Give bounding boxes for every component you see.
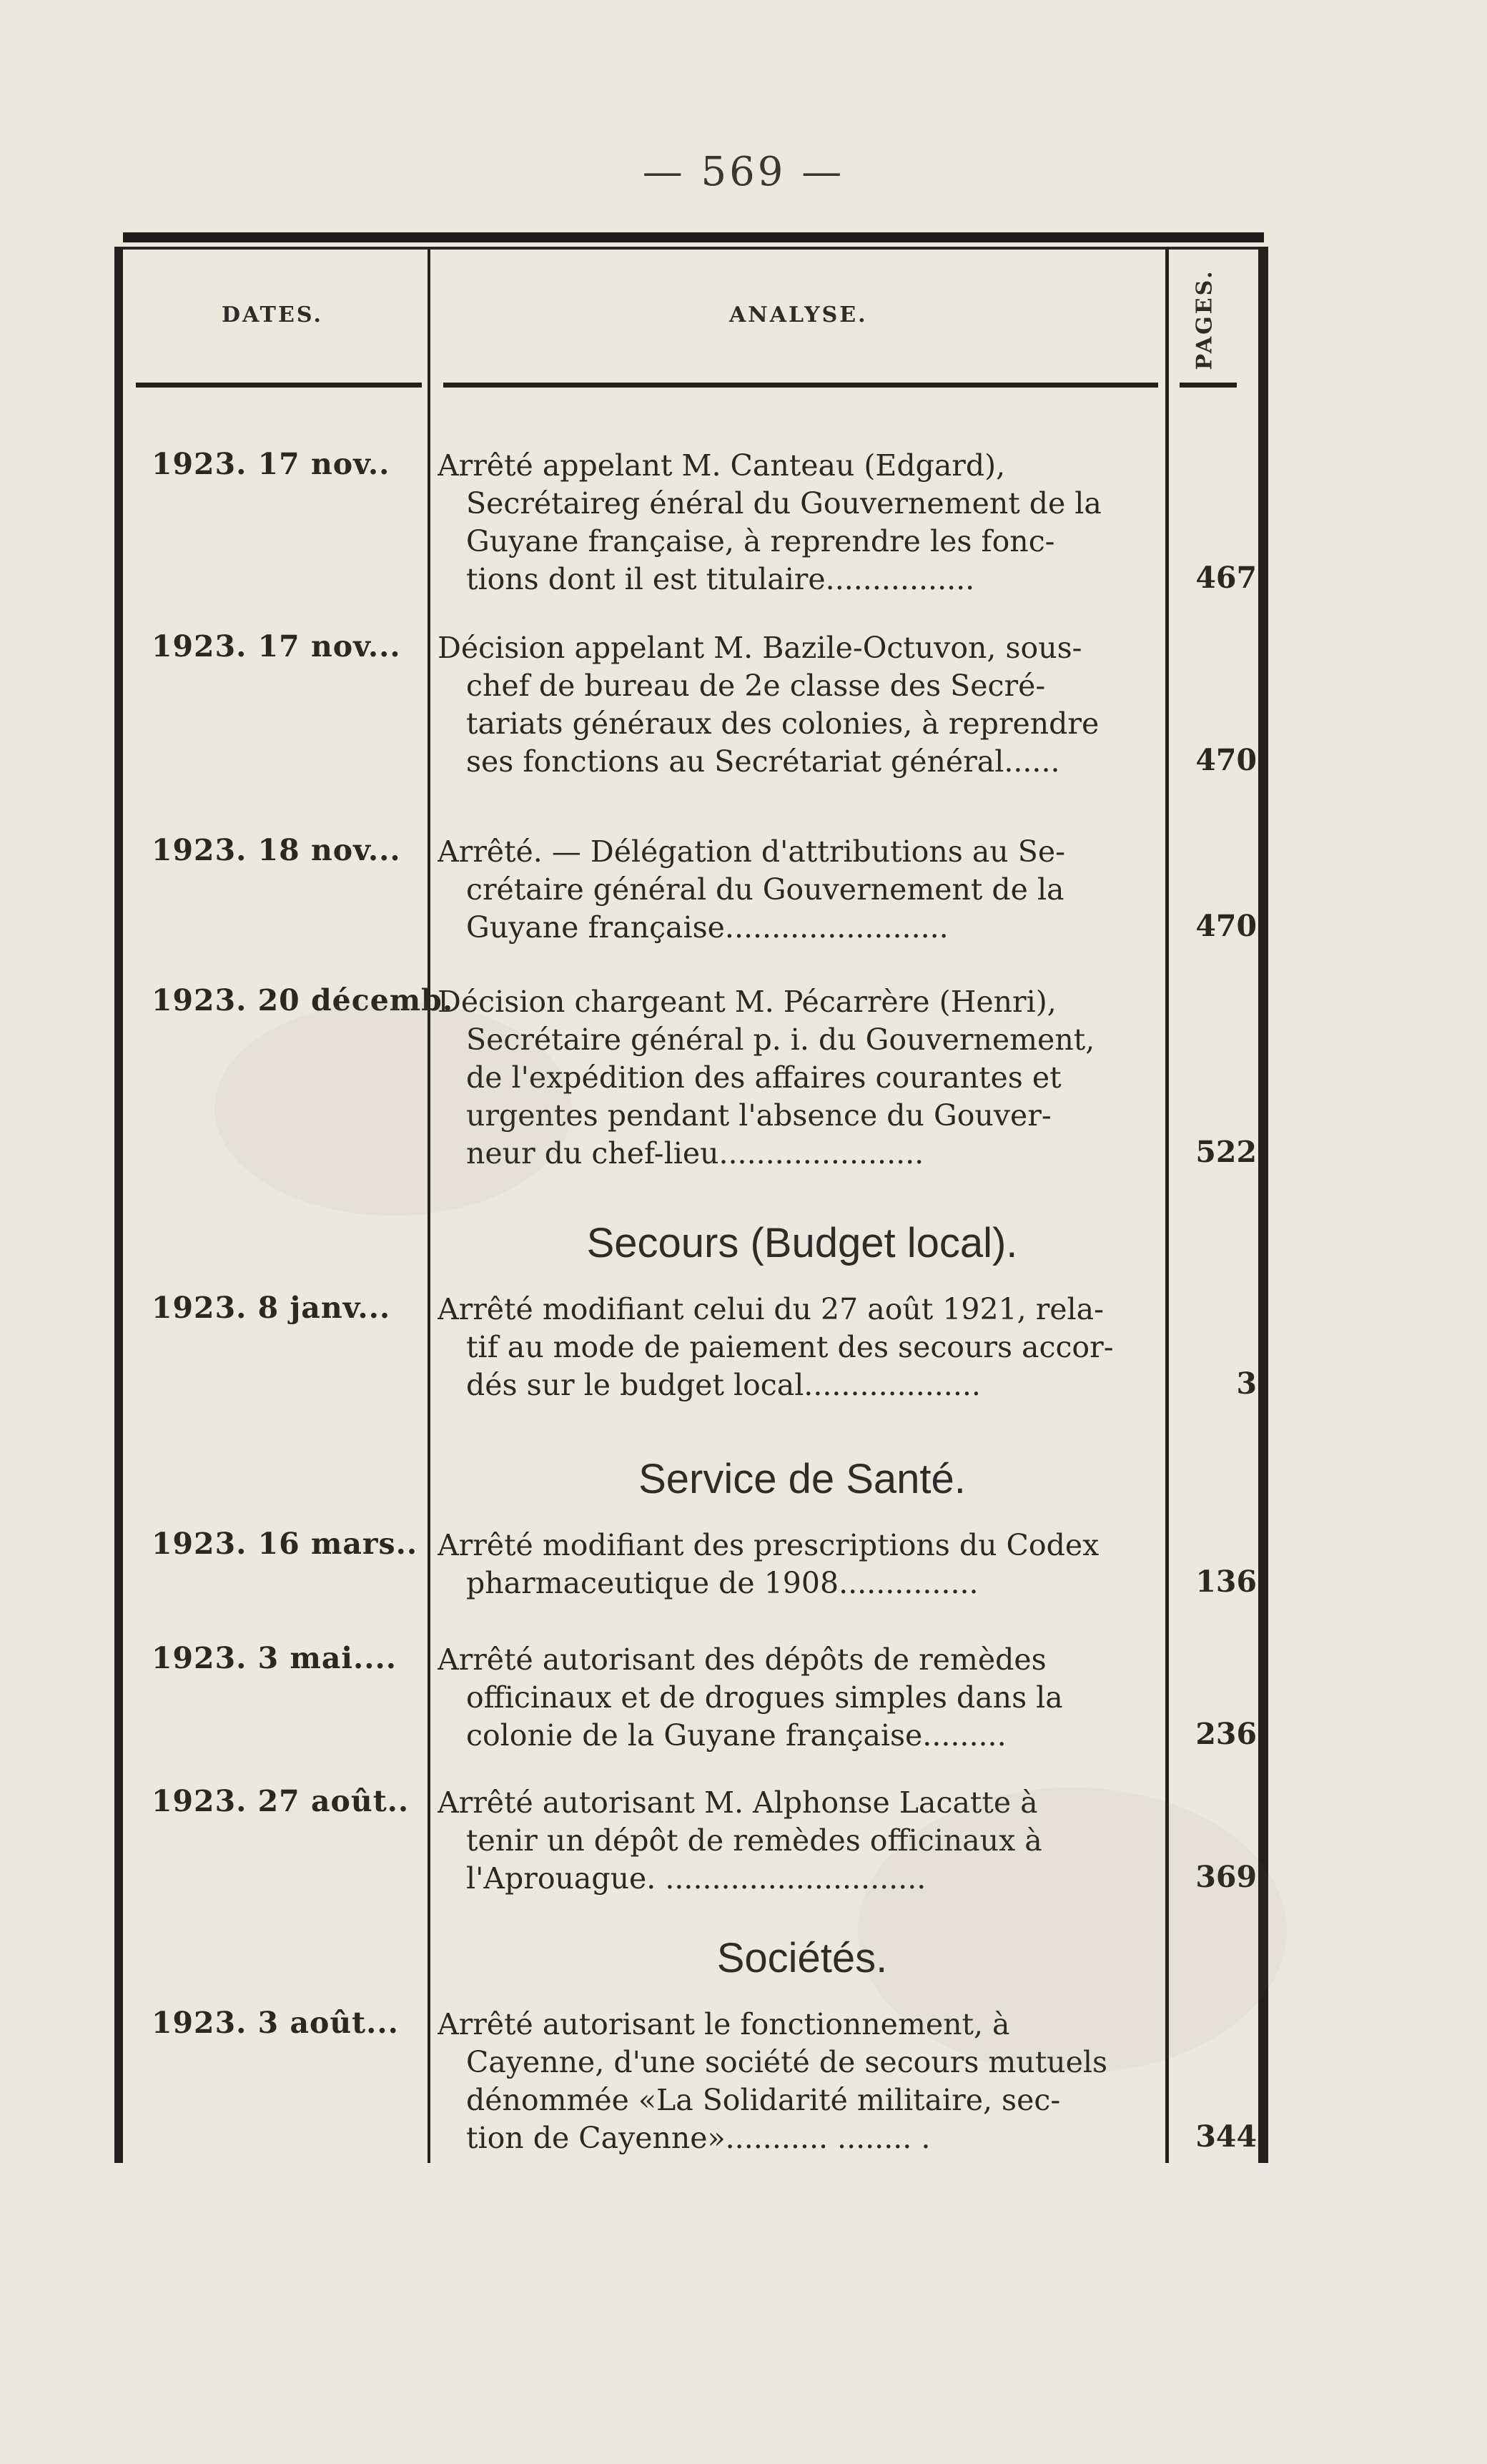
entry-page-number: 369 [1195, 1860, 1257, 1894]
header-underline-dates [136, 383, 422, 388]
analysis-line: Arrêté autorisant des dépôts de remèdes [438, 1642, 1047, 1677]
entry-date: 1923. 17 nov.. [152, 447, 390, 481]
analysis-line: Cayenne, d'une société de secours mutuels [466, 2045, 1107, 2079]
analysis-line: tion de Cayenne»........... ........ . [466, 2121, 931, 2155]
analysis-line: tenir un dépôt de remèdes officinaux à [466, 1823, 1042, 1858]
analysis-line: Secrétaireg énéral du Gouvernement de la [466, 486, 1102, 521]
analysis-line: tions dont il est titulaire................ [466, 562, 975, 596]
analysis-line: pharmaceutique de 1908............... [466, 1566, 979, 1600]
analysis-line: Guyane française........................ [466, 910, 949, 945]
paper-stain [858, 1788, 1287, 2074]
entry-date: 1923. 17 nov... [152, 629, 401, 664]
paper-stain [214, 1001, 572, 1216]
analysis-line: tif au mode de paiement des secours accor- [466, 1330, 1114, 1364]
analysis-line: Arrêté autorisant le fonctionnement, à [438, 2007, 1010, 2041]
analysis-line: dénommée «La Solidarité militaire, sec- [466, 2083, 1061, 2117]
entry-page-number: 470 [1195, 743, 1257, 777]
column-header-pages: PAGES. [1192, 269, 1217, 370]
entry-date: 1923. 3 août... [152, 2006, 399, 2040]
column-header-dates: DATES. [222, 302, 323, 327]
entry-page-number: 344 [1195, 2119, 1257, 2154]
entry-page-number: 522 [1195, 1135, 1257, 1169]
analysis-line: Décision appelant M. Bazile-Octuvon, sous- [438, 631, 1082, 665]
analysis-line: dés sur le budget local................... [466, 1368, 981, 1402]
analysis-line: colonie de la Guyane française......... [466, 1718, 1007, 1753]
entry-analysis [438, 447, 1167, 598]
entry-page-number: 470 [1195, 909, 1257, 943]
entry-page-number: 136 [1195, 1564, 1257, 1599]
table-top-rule [123, 232, 1264, 242]
analysis-line: officinaux et de drogues simples dans la [466, 1680, 1063, 1715]
table-top-rule-thin [123, 247, 1264, 250]
analysis-line: ses fonctions au Secrétariat général...... [466, 744, 1060, 779]
analysis-line: Arrêté appelant M. Canteau (Edgard), [438, 448, 1006, 483]
entry-date: 1923. 3 mai.... [152, 1641, 397, 1675]
entry-analysis [438, 1527, 1167, 1602]
entry-analysis [438, 629, 1167, 781]
analysis-line: neur du chef-lieu...................... [466, 1136, 924, 1171]
analysis-line: crétaire général du Gouvernement de la [466, 872, 1064, 907]
header-underline-analyse [443, 383, 1158, 388]
entry-date: 1923. 18 nov... [152, 833, 401, 867]
analysis-line: l'Aprouague. ............................ [466, 1861, 927, 1896]
analysis-line: Décision chargeant M. Pécarrère (Henri), [438, 985, 1057, 1019]
analysis-line: tariats généraux des colonies, à reprendre [466, 706, 1100, 741]
page-number: — 569 — [642, 149, 845, 195]
analysis-line: de l'expédition des affaires courantes et [466, 1060, 1062, 1095]
entry-analysis [438, 1291, 1167, 1404]
entry-analysis [438, 1641, 1167, 1755]
analysis-line: Arrêté modifiant celui du 27 août 1921, rela- [438, 1292, 1104, 1326]
analysis-line: Arrêté. — Délégation d'attributions au Se- [438, 834, 1065, 869]
section-heading: Secours (Budget local). [586, 1220, 1018, 1266]
entry-page-number: 3 [1236, 1366, 1257, 1401]
entry-date: 1923. 20 décemb. [152, 983, 454, 1017]
entry-date: 1923. 27 août.. [152, 1784, 410, 1818]
analysis-line: Secrétaire général p. i. du Gouvernement, [466, 1022, 1095, 1057]
entry-date: 1923. 16 mars.. [152, 1527, 418, 1561]
entry-page-number: 467 [1195, 561, 1257, 595]
entry-page-number: 236 [1195, 1717, 1257, 1751]
analysis-line: Arrêté modifiant des prescriptions du Codex [438, 1528, 1100, 1562]
entry-date: 1923. 8 janv... [152, 1291, 391, 1325]
column-header-analyse: ANALYSE. [729, 302, 868, 327]
section-heading: Service de Santé. [638, 1456, 966, 1502]
analysis-line: urgentes pendant l'absence du Gouver- [466, 1098, 1052, 1133]
header-underline-pages [1180, 383, 1237, 388]
analysis-line: Arrêté autorisant M. Alphonse Lacatte à [438, 1785, 1038, 1820]
analysis-line: Guyane française, à reprendre les fonc- [466, 524, 1055, 558]
analysis-line: chef de bureau de 2e classe des Secré- [466, 669, 1046, 703]
section-heading: Sociétés. [716, 1935, 888, 1981]
table-left-border [114, 247, 123, 2163]
entry-analysis [438, 833, 1167, 947]
